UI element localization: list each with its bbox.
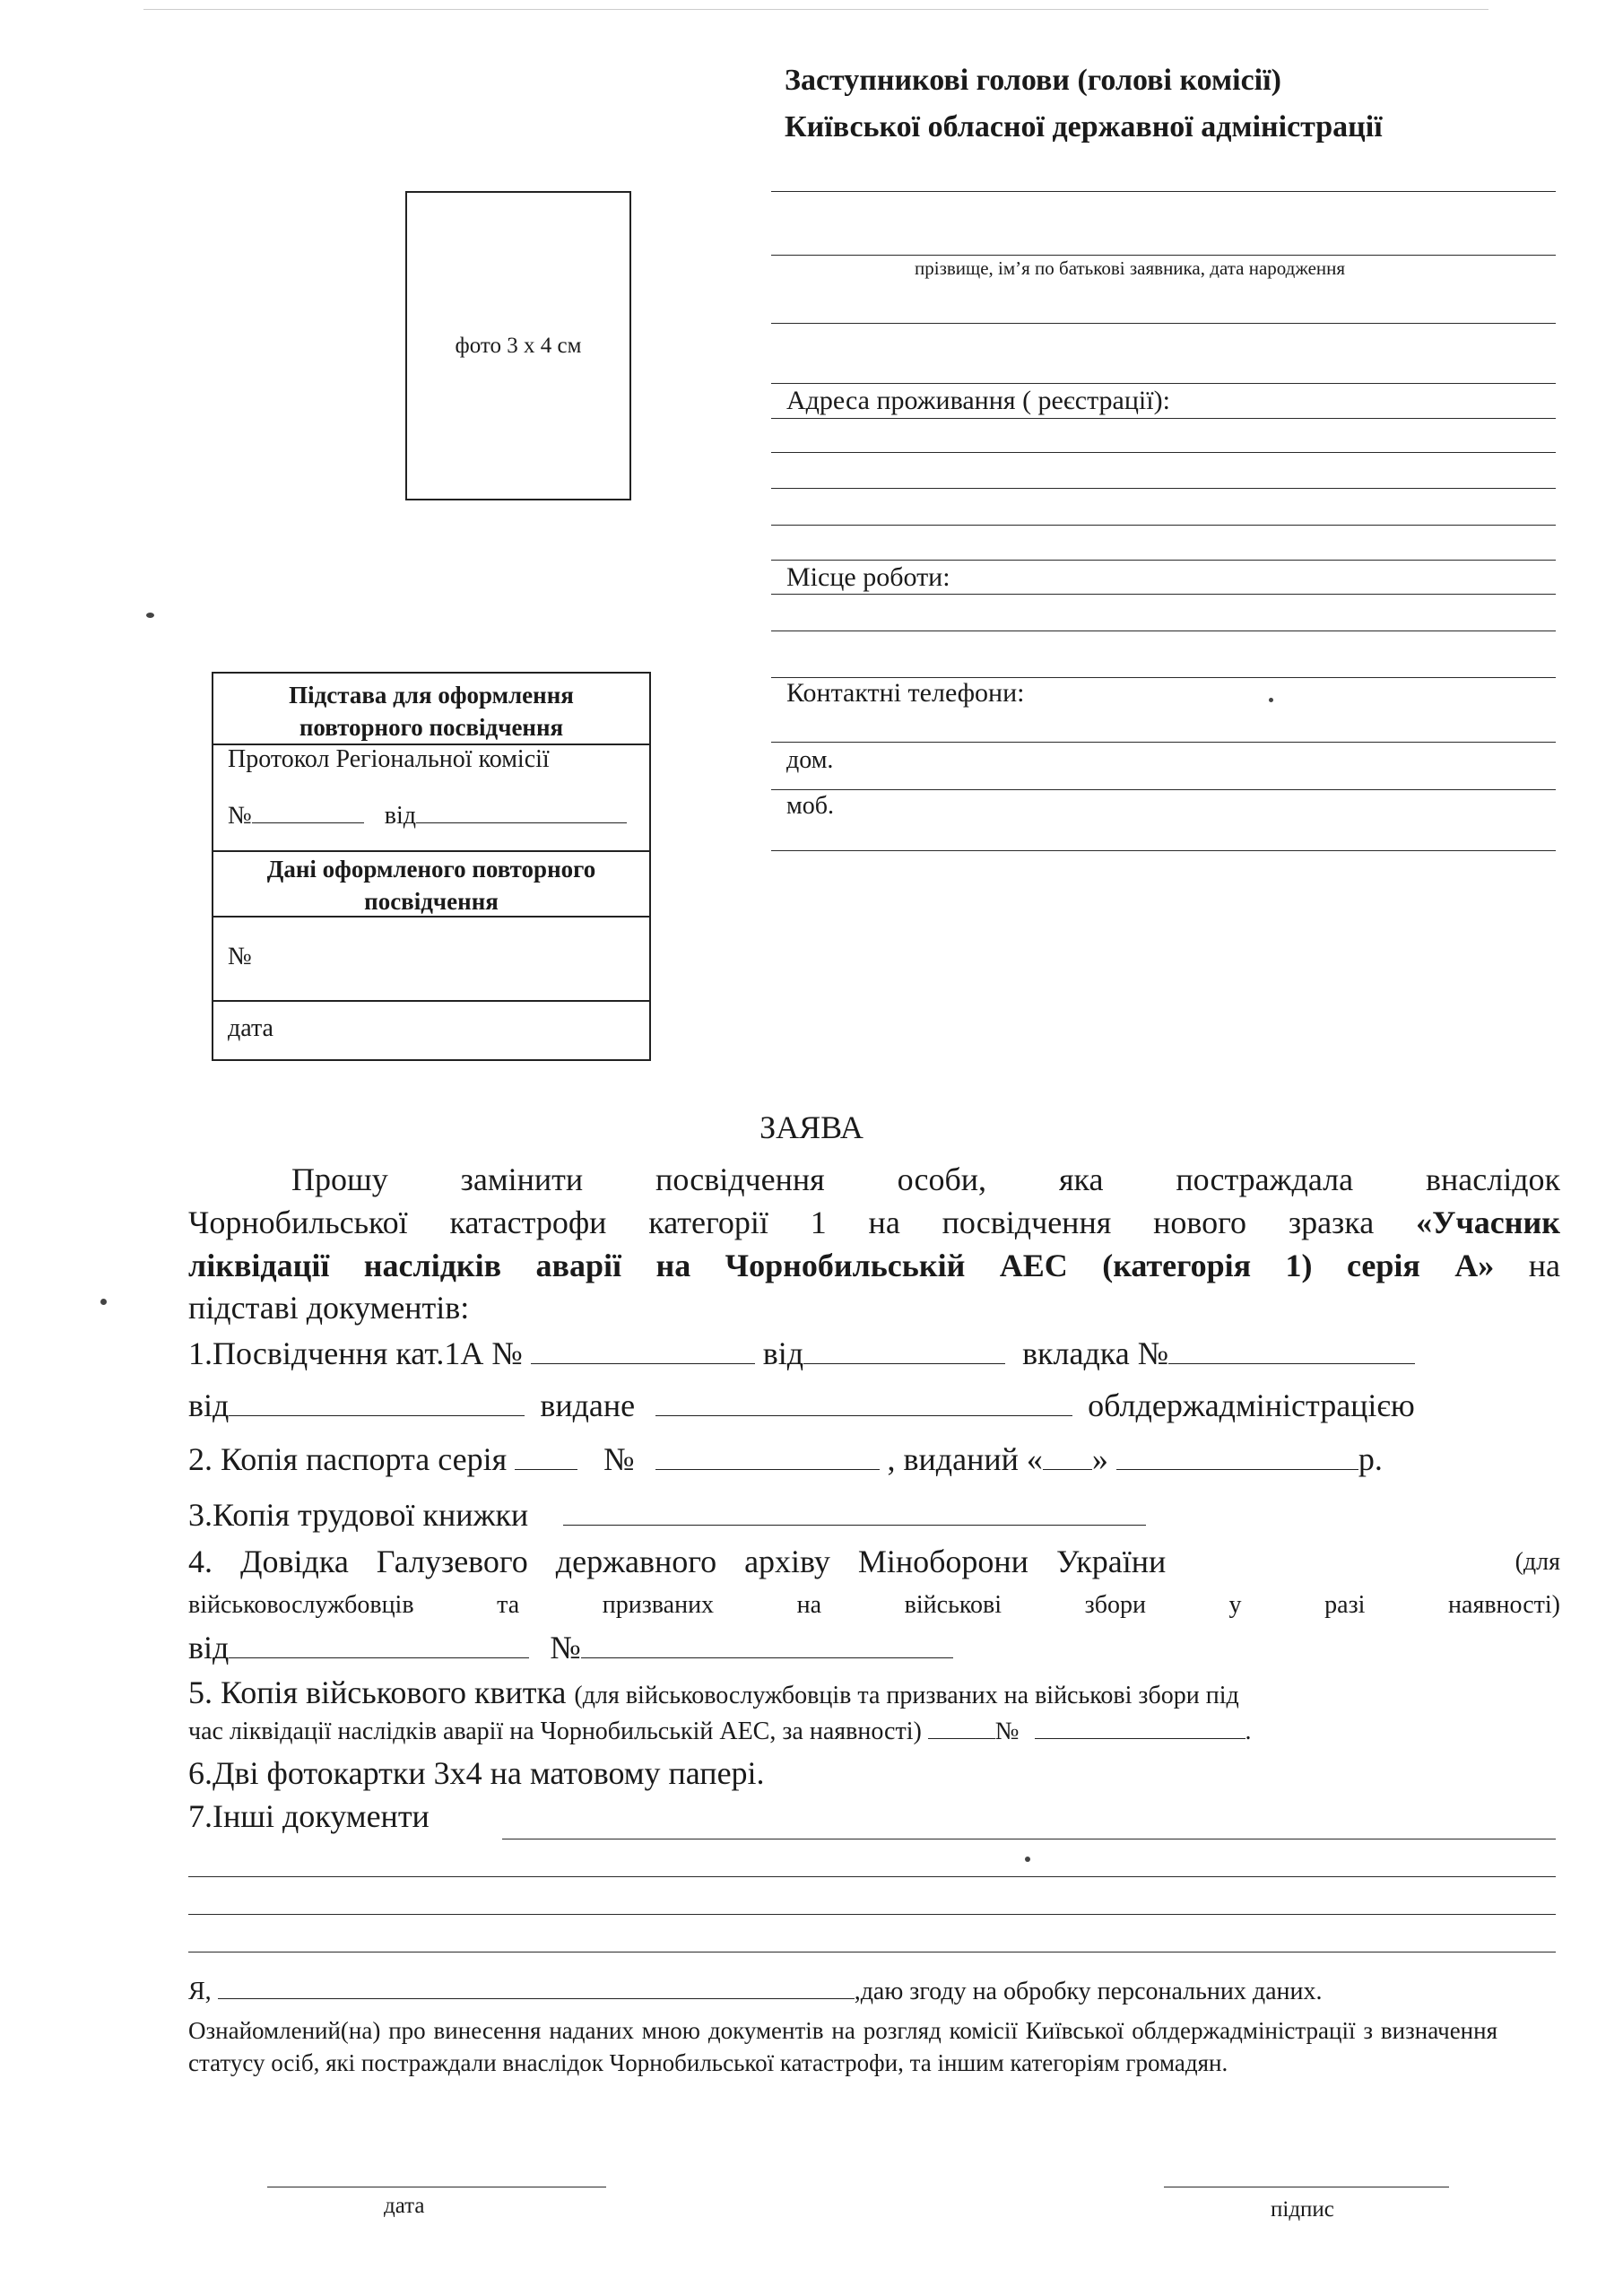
item-1-date-blank[interactable]	[803, 1336, 1005, 1364]
item-4-label: 4. Довідка Галузевого державного архіву Міноборони України	[188, 1544, 1167, 1579]
item-4-row-1	[188, 1543, 1560, 1580]
address-line-1[interactable]	[771, 418, 1556, 419]
item-1-administration-label: облдержадміністрацією	[1088, 1387, 1415, 1423]
item-1-number-blank[interactable]	[531, 1336, 755, 1364]
workplace-label: Місце роботи:	[786, 562, 950, 592]
item-2-row	[188, 1440, 1383, 1478]
statement-line-1: Прошу замінити посвідчення особи, яка постраждала внаслідок	[291, 1161, 1560, 1197]
statement-line-2	[188, 1202, 1560, 1244]
item-1-insert-blank[interactable]	[1168, 1336, 1415, 1364]
protocol-number-sign: №	[228, 802, 252, 830]
item-5-number-label: №	[994, 1718, 1020, 1745]
item-2-series-blank[interactable]	[515, 1442, 577, 1470]
issued-title: Дані оформленого повторного посвідчення	[266, 856, 596, 915]
home-phone-line[interactable]	[771, 789, 1556, 790]
statement-title: ЗАЯВА	[759, 1109, 864, 1145]
scan-edge-line	[143, 9, 1488, 10]
item-4-date-blank[interactable]	[229, 1631, 529, 1658]
item-2-issued-label: , виданий «	[887, 1441, 1043, 1477]
item-2-number-label: №	[603, 1441, 635, 1477]
phones-label: Контактні телефони:	[786, 678, 1025, 708]
applicant-name-line-2[interactable]	[771, 255, 1556, 256]
item-7-line-2[interactable]	[188, 1876, 1556, 1877]
item-1-issuer-blank[interactable]	[655, 1388, 1072, 1416]
item-5-note-end: час ліквідації наслідків аварії на Чорнобильській АЕС, за наявності)	[188, 1718, 922, 1745]
item-5-number-blank[interactable]	[1035, 1717, 1245, 1739]
statement-line-3-bold: ліквідації наслідків аварії на Чорнобильській АЕС (категорія 1) серія А»	[188, 1248, 1495, 1283]
consent-name-blank[interactable]	[218, 1977, 855, 1999]
basis-title: Підстава для оформлення повторного посвідчення	[289, 682, 574, 741]
date-caption: дата	[384, 2194, 425, 2218]
item-5-note-start: (для військовослужбовців та призваних на військові збори під	[574, 1682, 1239, 1709]
item-5-label: 5. Копія військового квитка	[188, 1674, 567, 1710]
statement-line-2-bold: «Учасник	[1416, 1205, 1560, 1240]
item-1-issue-date-blank[interactable]	[229, 1388, 525, 1416]
issued-number-label[interactable]: №	[228, 943, 252, 970]
item-1-issued-label: видане	[540, 1387, 636, 1423]
address-line-5[interactable]	[771, 560, 1556, 561]
statement-line-4: підставі документів:	[188, 1290, 470, 1326]
item-1-row-2	[188, 1387, 1415, 1424]
address-line-3[interactable]	[771, 488, 1556, 489]
item-3-blank[interactable]	[563, 1498, 1146, 1526]
item-4-note-start: (для	[1515, 1548, 1560, 1576]
item-1-from-label: від	[762, 1335, 804, 1371]
item-5-blank-1[interactable]	[928, 1717, 995, 1739]
scan-speck	[1025, 1857, 1030, 1862]
home-phone-label: дом.	[786, 746, 834, 774]
item-2-day-blank[interactable]	[1043, 1442, 1092, 1470]
workplace-line-1[interactable]	[771, 594, 1556, 595]
item-3-row	[188, 1496, 1146, 1534]
scan-speck	[1269, 698, 1273, 702]
item-7-label: 7.Інші документи	[188, 1798, 430, 1834]
protocol-number-row[interactable]	[213, 796, 649, 831]
item-2-month-year-blank[interactable]	[1116, 1442, 1358, 1470]
applicant-name-line-1[interactable]	[771, 191, 1556, 192]
issued-number-divider	[213, 916, 649, 918]
item-4-row-3	[188, 1629, 953, 1666]
item-7-line-3[interactable]	[188, 1914, 1556, 1915]
statement-line-3	[188, 1245, 1560, 1287]
signature-caption: підпис	[1271, 2197, 1334, 2222]
consent-text: Ознайомлений(на) про винесення наданих мною документів на розгляд комісії Київської облдержадміністрації з визначення статусу осіб, які постраждали внаслідок Чорнобильської катастрофи, та іншим категоріям громадян.	[188, 2017, 1497, 2076]
item-2-year-label: р.	[1358, 1441, 1383, 1477]
protocol-number-blank[interactable]	[252, 796, 364, 823]
protocol-date-blank[interactable]	[416, 796, 627, 823]
item-1-row-1	[188, 1335, 1415, 1372]
addressee-line-2: Київської обласної державної адміністрації	[785, 110, 1383, 144]
mobile-phone-line[interactable]	[771, 850, 1556, 851]
item-2-label: 2. Копія паспорта серія	[188, 1441, 508, 1477]
applicant-name-line-4[interactable]	[771, 383, 1556, 384]
item-2-number-blank[interactable]	[655, 1442, 880, 1470]
issued-title-divider	[213, 850, 649, 852]
consent-suffix: ,даю згоду на обробку персональних даних.	[854, 1978, 1323, 2005]
item-2-quote-close: »	[1091, 1441, 1108, 1477]
item-3-label: 3.Копія трудової книжки	[188, 1497, 529, 1533]
mobile-phone-label: моб.	[786, 792, 834, 820]
scan-speck	[100, 1299, 107, 1305]
item-1-label: 1.Посвідчення кат.1А №	[188, 1335, 523, 1371]
statement-line-3-text: на	[1528, 1248, 1560, 1283]
item-6-row: 6.Дві фотокартки 3х4 на матовому папері.	[188, 1755, 765, 1791]
address-line-2[interactable]	[771, 452, 1556, 453]
applicant-name-line-3[interactable]	[771, 323, 1556, 324]
item-4-number-blank[interactable]	[581, 1631, 953, 1658]
phones-line[interactable]	[771, 742, 1556, 743]
consent-row	[188, 1977, 1323, 2006]
protocol-from-label: від	[384, 802, 416, 830]
item-5-end-dot: .	[1245, 1718, 1252, 1745]
protocol-label: Протокол Регіональної комісії	[228, 745, 550, 773]
photo-label: фото 3 х 4 см	[455, 333, 582, 358]
item-5-row-1	[188, 1674, 1239, 1711]
address-label: Адреса проживання ( реєстрації):	[786, 386, 1170, 415]
address-line-4[interactable]	[771, 525, 1556, 526]
applicant-name-caption: прізвище, ім’я по батькові заявника, дата народження	[915, 257, 1346, 279]
consent-prefix: Я,	[188, 1978, 212, 2005]
item-7-row	[188, 1797, 430, 1835]
statement-line-2-text: Чорнобильської катастрофи категорії 1 на посвідчення нового зразка	[188, 1205, 1375, 1240]
item-4-from-label: від	[188, 1630, 230, 1665]
item-1-insert-label: вкладка №	[1022, 1335, 1169, 1371]
issued-date-label[interactable]: дата	[228, 1014, 273, 1042]
item-5-row-2	[188, 1717, 1252, 1746]
item-4-number-label: №	[550, 1630, 581, 1665]
basis-box	[212, 672, 651, 1061]
scan-speck	[146, 613, 154, 618]
issued-date-divider	[213, 1000, 649, 1002]
photo-placeholder	[405, 191, 631, 500]
item-4-note-line: військовослужбовців та призваних на військові збори у разі наявності)	[188, 1591, 1560, 1619]
addressee-line-1: Заступникові голови (голові комісії)	[785, 64, 1281, 97]
item-1-from-label-2: від	[188, 1387, 230, 1423]
